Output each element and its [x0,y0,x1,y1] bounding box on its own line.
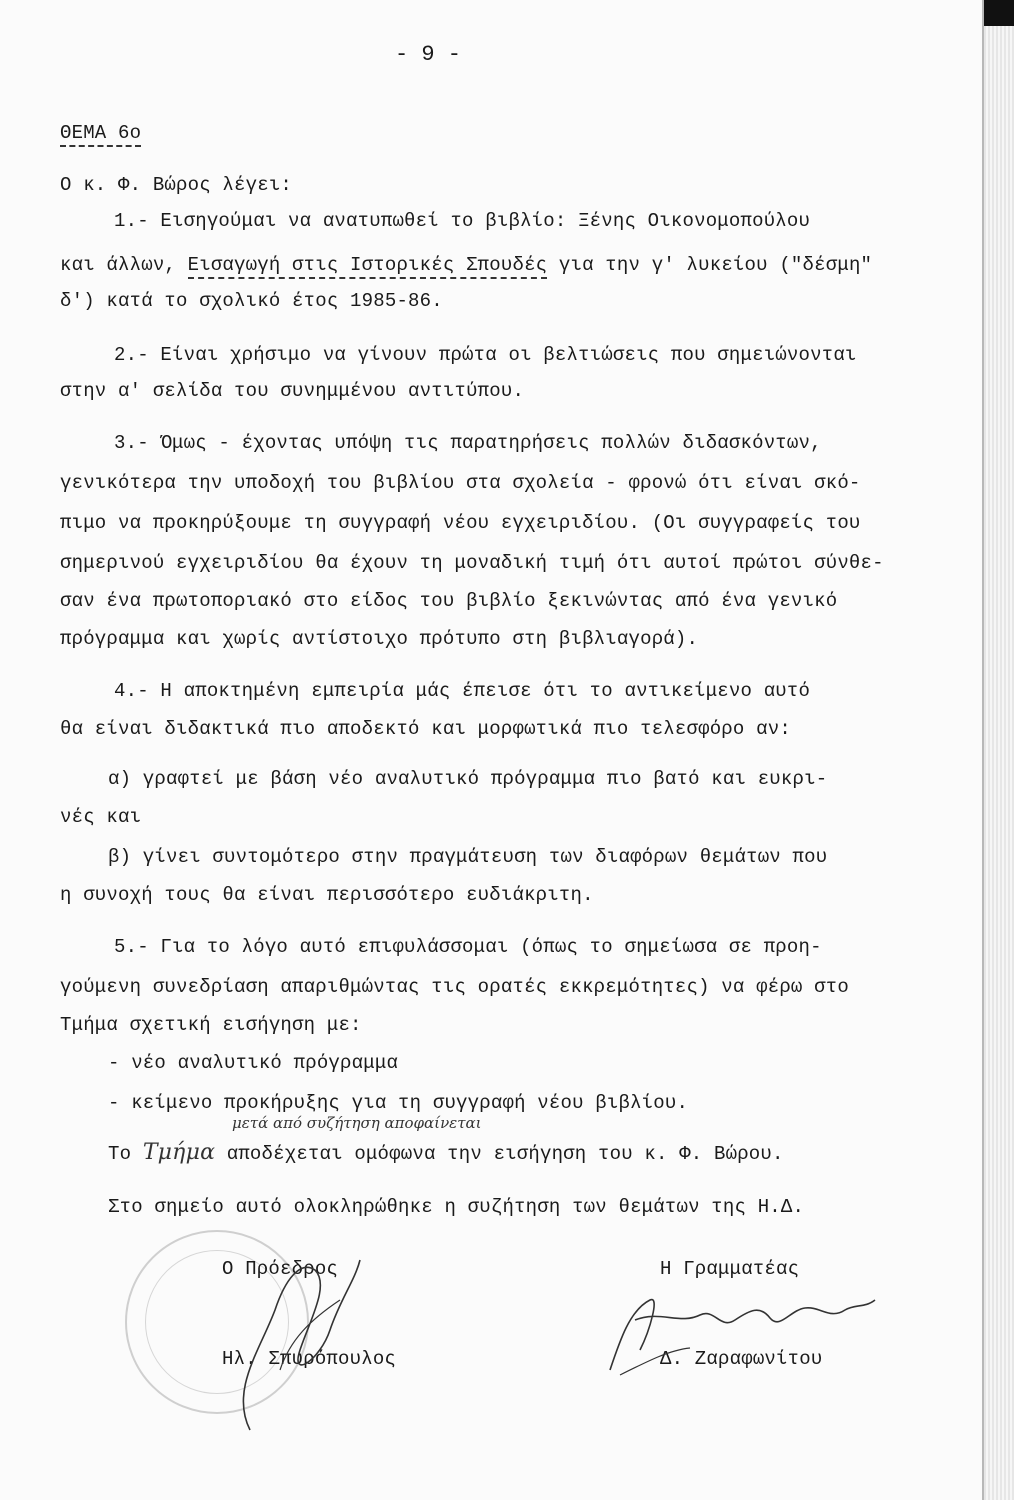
speaker-line: Ο κ. Φ. Βώρος λέγει: [60,174,293,196]
p2-line-1: 2.- Είναι χρήσιμο να γίνουν πρώτα οι βελτιώσεις που σημειώνονται [114,344,857,366]
p5-line-2: γούμενη συνεδρίαση απαριθμώντας τις ορατές εκκρεμότητες) να φέρω στο [60,976,849,998]
p3-line-4: σημερινού εγχειριδίου θα έχουν τη μοναδική τιμή ότι αυτοί πρώτοι σύνθε- [60,552,884,574]
p3-line-6: πρόγραμμα και χωρίς αντίστοιχο πρότυπο στη βιβλιαγορά). [60,628,699,650]
closing-line: Στο σημείο αυτό ολοκληρώθηκε η συζήτηση των θεμάτων της Η.Δ. [108,1196,805,1218]
president-signature [190,1240,380,1440]
p3-line-1: 3.- Όμως - έχοντας υπόψη τις παρατηρήσεις πολλών διδασκόντων, [114,432,822,454]
p5-dash-item-1: - νέο αναλυτικό πρόγραμμα [108,1052,399,1074]
p4-item-a-line-2: νές και [60,806,142,828]
p5-line-1: 5.- Για το λόγο αυτό επιφυλάσσομαι (όπως το σημείωσα σε προη- [114,936,822,958]
p3-line-3: πιμο να προκηρύξουμε τη συγγραφή νέου εγχειριδίου. (Οι συγγραφείς του [60,512,861,534]
p4-item-a-line-1: α) γραφτεί με βάση νέο αναλυτικό πρόγραμμα πιο βατό και ευκρι- [108,768,828,790]
p4-line-2: θα είναι διδακτικά πιο αποδεκτό και μορφωτικά πιο τελεσφόρο αν: [60,718,791,740]
president-name: Ηλ. Σπυρόπουλος [222,1348,397,1370]
handwritten-insertion: μετά από συζήτηση αποφαίνεται [232,1114,482,1132]
p4-line-1: 4.- Η αποκτημένη εμπειρία μάς έπεισε ότι το αντικείμενο αυτό [114,680,811,702]
p5-line-3: Τμήμα σχετική εισήγηση με: [60,1014,362,1036]
p4-item-b-line-2: η συνοχή τους θα είναι περισσότερο ευδιάκριτη. [60,884,594,906]
p3-line-5: σαν ένα πρωτοποριακό στο είδος του βιβλίο ξεκινώντας από ένα γενικό [60,590,838,612]
p4-item-b-line-1: β) γίνει συντομότερο στην πραγμάτευση των διαφόρων θεμάτων που [108,846,828,868]
section-heading: ΘΕΜΑ 6ο [60,122,141,147]
p1-line-3: δ') κατά το σχολικό έτος 1985-86. [60,290,443,312]
p1-line-1: 1.- Εισηγούμαι να ανατυπωθεί το βιβλίο: Ξένης Οικονομοπούλου [114,210,811,232]
secretary-title: Η Γραμματέας [660,1258,800,1280]
book-title: Εισαγωγή στις Ιστορικές Σπουδές [188,254,548,279]
p3-line-2: γενικότερα την υποδοχή του βιβλίου στα σχολεία - φρονώ ότι είναι σκό- [60,472,861,494]
scan-corner [984,0,1014,26]
president-title: Ο Πρόεδρος [222,1258,339,1280]
p2-line-2: στην α' σελίδα του συνημμένου αντιτύπου. [60,380,525,402]
page-edge [984,0,1014,1500]
secretary-name: Δ. Ζαραφωνίτου [660,1348,823,1370]
page-number: - 9 - [395,42,462,67]
decision-line: Το Τμήμα αποδέχεται ομόφωνα την εισήγηση του κ. Φ. Βώρου. [108,1140,784,1165]
p5-dash-item-2: - κείμενο προκήρυξης για τη συγγραφή νέου βιβλίου. [108,1092,689,1114]
p1-line-2: και άλλων, Εισαγωγή στις Ιστορικές Σπουδές για την γ' λυκείου ("δέσμη" [60,254,872,276]
handwritten-tmima: Τμήμα [142,1140,216,1165]
secretary-signature [590,1280,890,1380]
